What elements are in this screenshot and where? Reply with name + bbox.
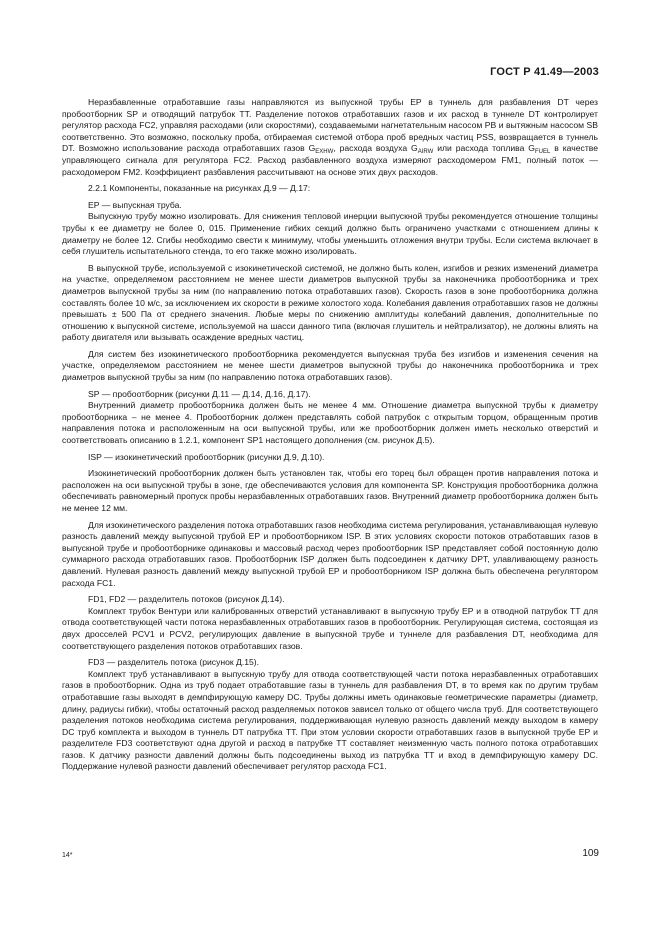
paragraph: Комплект трубок Вентури или калиброванных отверстий устанавливают в выпускную трубу EP и в отводной патрубок TT для отвода соответствующей части потока неразбавленных отработавших газов в пробоотборник. Регулирующая система, состоящая из двух дросселей PCV1 и PCV2, регулирующих давление в выпускной трубе и туннеле для разбавления DT, необходима для соответствующего разделения потоков отработавших газов. xyxy=(62,605,598,651)
paragraph: В выпускной трубе, используемой с изокинетической системой, не должно быть колен, изгибов и резких изменений диаметра на участке, определяемом расстоянием не менее шести диаметров выпускной трубы за наконечника пробоотборника и трех диаметров выпускной трубы за ним (по направлению потока отработавших газов). Скорость газов в зоне пробоотборника должна составлять более 10 м/с, за исключением их скорости в режиме холостого хода. Колебания давления отработавших газов не должны превышать ± 500 Па от среднего значения. Любые меры по снижению амплитуды колебаний давления, дополнительные по отношению к выпускной системе, используемой на шасси данного типа (включая глушитель и нейтрализатор), не должны влиять на работу двигателя или вызывать осаждение вредных частиц. xyxy=(62,262,598,343)
term-sp: SP — пробоотборник (рисунки Д.11 — Д.14, Д.16, Д.17). xyxy=(88,388,311,399)
paragraph: Для систем без изокинетического пробоотборника рекомендуется выпускная труба без изгибов и изменения сечения на участке, определяемом расстоянием не менее шести диаметров выпускной трубы до наконечника пробоотборника и трех диаметров выпускной трубы за ним (по направлению потока отработавших газов). xyxy=(62,348,598,383)
paragraph: Выпускную трубу можно изолировать. Для снижения тепловой инерции выпускной трубы рекомендуется отношение толщины трубы к ее диаметру не более 0, 015. Применение гибких секций должно быть ограничено участками с отношением длины к диаметру не более 12. Сгибы необходимо свести к минимуму, чтобы уменьшить отложения внутри трубы. Если система включает в себя глушитель испытательного стенда, то его также можно изолировать. xyxy=(62,211,598,257)
paragraph: Внутренний диаметр пробоотборника должен быть не менее 4 мм. Отношение диаметра выпускной трубы к диаметру пробоотборника – не менее 4. Пробоотборник должен представлять собой патрубок с открытым торцом, обращенным против направления потока и расположенным на оси выпускной трубы, или же пробоотборник должен иметь несколько отверстий и соответствовать описанию в 1.2.1, компонент SP1 настоящего дополнения (см. рисунок Д.5). xyxy=(62,400,598,446)
section-heading: 2.2.1 Компоненты, показанные на рисунках Д.9 — Д.17: xyxy=(88,183,311,194)
paragraph: Изокинетический пробоотборник должен быть установлен так, чтобы его торец был обращен против направления потока и расположен на оси выпускной трубы в зоне, где обеспечиваются условия для компонента SP. Конструкция пробоотборника должна обеспечивать равномерный пропуск пробы неразбавленных отработавших газов. Внутренний диаметр пробоотборника должен быть не менее 12 мм. xyxy=(62,468,598,513)
page-number: 109 xyxy=(582,848,599,859)
paragraph: Комплект труб устанавливают в выпускную трубу для отвода соответствующей части потока неразбавленных отработавших газов в пробоотборник. Одна из труб подает отработавшие газы в туннель для разбавления DT, в то время как по другим трубам отработавшие газы выходят в демпфирующую камеру DC. Трубы должны иметь одинаковые геометрические параметры (диаметр, длину, радиусы гибки), чтобы остаточный расход разделяемых потоков зависел только от общего числа труб. Для соответствующего разделения потоков необходима система регулирования, поддерживающая нулевую разность давлений между выходом в камеру DC труб комплекта и выходом в туннель DT патрубка TT. При этом условии скорости отработавших газов в выпускной трубе EP и разделителе FD3 соответствуют одна другой и расход в патрубке TT составляет неизменную часть полного потока отработавших газов. К датчику разности давлений должны быть подсоединены выход из патрубка TT и вход в демпфирующую камеру DC. Поддержание нулевой разности давлений обеспечивает регулятор расхода FC1. xyxy=(62,668,598,772)
footer-signature-mark: 14* xyxy=(62,852,73,859)
term-ep: EP — выпускная труба. xyxy=(88,199,182,210)
term-fd1-fd2: FD1, FD2 — разделитель потоков (рисунок Д.14). xyxy=(88,594,285,605)
paragraph-1: Неразбавленные отработавшие газы направляются из выпускной трубы EP в туннель для разбавления DT через пробоотборник SP и отводящий патрубок TT. Разделение потоков отработавших газов и их расход в туннеле DT контролирует регулятор расхода FC2, управляя расходами (или скоростями), создаваемыми нагнетательным насосом PB и вытяжным насосом SB соответственно. Это возможно, поскольку проба, отбираемая системой отбора проб вредных частиц PSS, возвращается в туннель DT. Возможно использование расхода отработавших газов $G_{EXHW}$, расхода воздуха $G_{AIRW}$ или расхода топлива $G_{FUEL}$ в качестве управляющего сигнала для регулятора FC2. Расход разбавленного воздуха измеряют расходомером FM1, полный поток — расходомером FM2. Коэффициент разбавления рассчитывают на основе этих двух расходов. xyxy=(62,97,598,177)
paragraph: Для изокинетического разделения потока отработавших газов необходима система регулирования, устанавливающая нулевую разность давлений между выпускной трубой EP и пробоотборником ISP. В этих условиях скорости потоков отработавших газов в выпускной трубе и пробоотборнике одинаковы и массовый расход через пробоотборник ISP представляет собой постоянную долю суммарного расхода отработавших газов. Пробоотборник ISP должен быть подсоединен к датчику DPT, улавливающему разность давлений. Нулевая разность давлений между выпускной трубой EP и пробоотборником ISP должна быть обеспечена регулятором расхода FC1. xyxy=(62,519,598,588)
term-isp: ISP — изокинетический пробоотборник (рисунки Д.9, Д.10). xyxy=(88,451,325,462)
document-body xyxy=(62,97,598,773)
term-fd3: FD3 — разделитель потока (рисунок Д.15). xyxy=(88,657,260,668)
page-header: ГОСТ Р 41.49—2003 xyxy=(490,66,599,78)
